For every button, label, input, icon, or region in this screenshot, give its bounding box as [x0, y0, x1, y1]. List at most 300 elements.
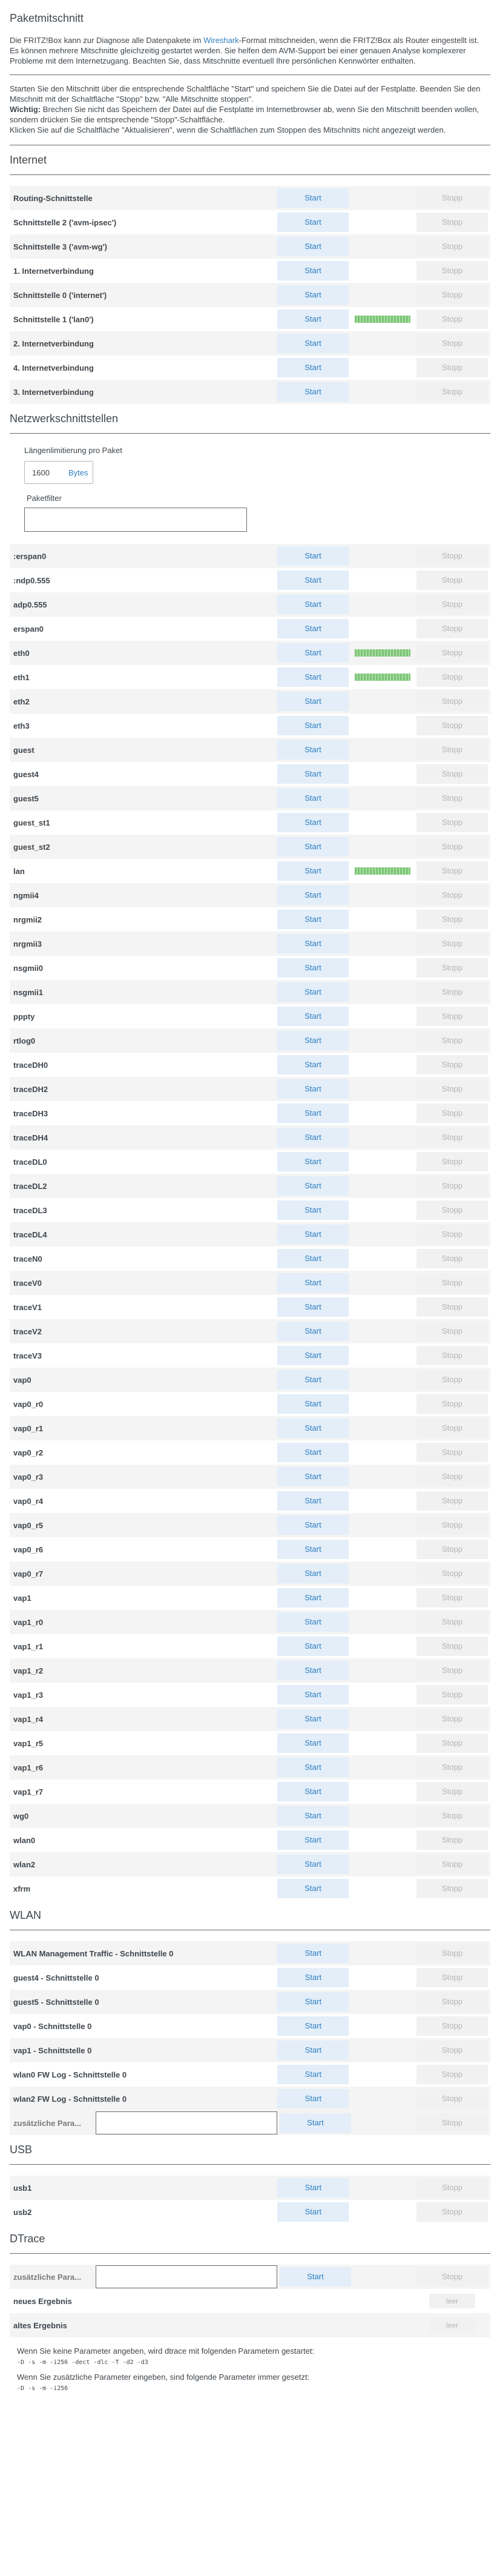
interface-name: 2. Internetverbindung: [10, 331, 275, 356]
start-button[interactable]: Start: [277, 1370, 349, 1389]
section-title-network: Netzwerkschnittstellen: [10, 412, 119, 425]
stop-button[interactable]: Stopp: [416, 2065, 488, 2084]
stop-button[interactable]: Stopp: [416, 1443, 488, 1462]
start-button[interactable]: Start: [277, 1758, 349, 1777]
start-button[interactable]: Start: [277, 1055, 349, 1074]
wlan-param-table: [10, 2111, 490, 2135]
start-button[interactable]: Start: [277, 382, 349, 402]
capture-row: [10, 859, 490, 883]
start-button[interactable]: Start: [277, 958, 349, 978]
stop-button[interactable]: Stopp: [416, 1176, 488, 1196]
capture-row: [10, 1416, 490, 1440]
intro-part2: -Format mitschneiden, wenn die FRITZ!Box als Router eingestellt ist. Es können mehrere Mitschnitte gleichzeitig gestartet werden. Sie helfen dem AVM-Support bei einer genauen Analyse komplexerer Probleme mit dem Internetzugang. Beachten Sie, dass Mitschnitte eventuell Ihre persönlichen Kennwörter enthalten.: [10, 36, 479, 65]
start-button[interactable]: Start: [277, 2178, 349, 2197]
start-button[interactable]: Start: [277, 1733, 349, 1753]
stop-button[interactable]: Stopp: [416, 1540, 488, 1559]
start-button[interactable]: Start: [277, 789, 349, 808]
stop-button[interactable]: Stopp: [416, 1515, 488, 1535]
stop-button[interactable]: Stopp: [416, 1273, 488, 1293]
interface-name: traceV0: [10, 1271, 275, 1295]
start-button[interactable]: Start: [277, 1782, 349, 1801]
interface-name: traceDL2: [10, 1174, 275, 1198]
interface-name: nrgmii3: [10, 932, 275, 956]
stop-button[interactable]: Stopp: [416, 886, 488, 905]
interface-name: traceDH3: [10, 1101, 275, 1125]
start-button[interactable]: Start: [277, 261, 349, 280]
section-title-internet: Internet: [10, 154, 47, 166]
interface-name: wg0: [10, 1804, 275, 1828]
stop-button[interactable]: Stopp: [416, 1588, 488, 1608]
interface-name: traceDL4: [10, 1222, 275, 1247]
interface-name: 4. Internetverbindung: [10, 356, 275, 380]
start-button[interactable]: Start: [277, 910, 349, 929]
start-button[interactable]: Start: [277, 2016, 349, 2036]
start-button[interactable]: Start: [277, 1806, 349, 1826]
stop-button[interactable]: Stopp: [416, 334, 488, 353]
stop-button[interactable]: Stopp: [416, 1297, 488, 1317]
start-button[interactable]: Start: [277, 2041, 349, 2060]
start-button[interactable]: Start: [277, 1394, 349, 1414]
stop-button[interactable]: Stopp: [416, 1612, 488, 1632]
capture-row: [10, 738, 490, 762]
stop-button[interactable]: Stopp: [416, 740, 488, 760]
interface-name: traceDH0: [10, 1053, 275, 1077]
capture-row: [10, 1465, 490, 1489]
stop-button[interactable]: Stopp: [416, 1031, 488, 1050]
instructions: [10, 75, 490, 145]
stop-button[interactable]: Stopp: [416, 1782, 488, 1801]
start-button[interactable]: Start: [277, 1540, 349, 1559]
start-button[interactable]: Start: [277, 643, 349, 663]
start-button[interactable]: Start: [277, 1419, 349, 1438]
stop-button[interactable]: Stopp: [416, 2089, 488, 2108]
stop-button[interactable]: Stopp: [416, 595, 488, 614]
start-button[interactable]: Start: [277, 1992, 349, 2011]
start-button[interactable]: Start: [277, 692, 349, 711]
start-button[interactable]: Start: [277, 1031, 349, 1050]
stop-button[interactable]: Stopp: [416, 861, 488, 881]
capture-row: [10, 2062, 490, 2087]
dtrace-stop-button[interactable]: Stopp: [416, 2267, 488, 2286]
stop-button[interactable]: Stopp: [416, 1079, 488, 1099]
capture-row: [10, 1125, 490, 1150]
start-button[interactable]: Start: [277, 334, 349, 353]
capture-row: [10, 1295, 490, 1319]
stop-button[interactable]: Stopp: [416, 2041, 488, 2060]
internet-capture-table: [10, 186, 490, 404]
stop-button[interactable]: Stopp: [416, 1992, 488, 2011]
dtrace-param-label: zusätzliche Para...: [13, 2272, 81, 2282]
stop-button[interactable]: Stopp: [416, 1968, 488, 1987]
stop-button[interactable]: Stopp: [416, 2178, 488, 2197]
capture-row: [10, 1634, 490, 1658]
stop-button[interactable]: Stopp: [416, 1104, 488, 1123]
stop-button[interactable]: Stopp: [416, 237, 488, 256]
stop-button[interactable]: Stopp: [416, 1007, 488, 1026]
capture-row: [10, 1319, 490, 1343]
stop-button[interactable]: Stopp: [416, 382, 488, 402]
capture-row: [10, 1941, 490, 1965]
dtrace-start-button[interactable]: Start: [280, 2267, 351, 2286]
start-button[interactable]: Start: [277, 982, 349, 1002]
capture-row: [10, 689, 490, 714]
interface-name: guest_st2: [10, 835, 275, 859]
capture-progress-indicator: [355, 649, 410, 657]
capture-row: [10, 1028, 490, 1053]
capture-row: [10, 283, 490, 307]
start-button[interactable]: Start: [277, 813, 349, 832]
intro-part1: Die FRITZ!Box kann zur Diagnose alle Datenpakete im: [10, 36, 204, 45]
interface-name: traceDL0: [10, 1150, 275, 1174]
capture-row: [10, 641, 490, 665]
capture-row: [10, 762, 490, 786]
interface-name: guest_st1: [10, 810, 275, 835]
interface-name: vap0_r6: [10, 1537, 275, 1561]
capture-row: [10, 714, 490, 738]
stop-button[interactable]: Stopp: [416, 1709, 488, 1729]
capture-row: [10, 380, 490, 404]
capture-row: [10, 1537, 490, 1561]
start-button[interactable]: Start: [277, 1176, 349, 1196]
capture-row: [10, 1368, 490, 1392]
stop-button[interactable]: Stopp: [416, 310, 488, 329]
stop-button[interactable]: Stopp: [416, 213, 488, 232]
stop-button[interactable]: Stopp: [416, 934, 488, 953]
start-button[interactable]: Start: [277, 1249, 349, 1268]
interface-name: nsgmii1: [10, 980, 275, 1004]
stop-button[interactable]: Stopp: [416, 643, 488, 663]
start-button[interactable]: Start: [277, 716, 349, 735]
interface-name: vap1_r3: [10, 1683, 275, 1707]
start-button[interactable]: Start: [277, 1685, 349, 1704]
capture-row: [10, 331, 490, 356]
stop-button[interactable]: Stopp: [416, 1491, 488, 1511]
instruction-refresh: Klicken Sie auf die Schaltfläche "Aktualisieren", wenn die Schaltflächen zum Stoppen des Mitschnitts nicht angezeigt werden.: [10, 125, 446, 134]
start-button[interactable]: Start: [277, 1079, 349, 1099]
stop-button[interactable]: Stopp: [416, 1879, 488, 1898]
length-limit-group: [10, 445, 490, 532]
stop-button[interactable]: Stopp: [416, 1055, 488, 1074]
usb-capture-table: [10, 2176, 490, 2224]
interface-name: Routing-Schnittstelle: [10, 186, 275, 210]
stop-button[interactable]: Stopp: [416, 764, 488, 784]
stop-button[interactable]: Stopp: [416, 667, 488, 687]
start-button[interactable]: Start: [277, 595, 349, 614]
start-button[interactable]: Start: [277, 1467, 349, 1486]
interface-name: Schnittstelle 2 ('avm-ipsec'): [10, 210, 275, 234]
divider: [10, 433, 490, 434]
instruction-important: Wichtig: Brechen Sie nicht das Speichern der Datei auf die Festplatte im Internetbrowser ab, wenn Sie den Mitschnitt beenden wollen, sondern drücken Sie die entsprechende "Stopp"-Schaltfläche.: [10, 105, 479, 124]
stop-button[interactable]: Stopp: [416, 285, 488, 305]
start-button[interactable]: Start: [277, 1612, 349, 1632]
start-button[interactable]: Start: [277, 1588, 349, 1608]
start-button[interactable]: Start: [277, 213, 349, 232]
capture-row: [10, 2014, 490, 2038]
interface-name: traceV2: [10, 1319, 275, 1343]
stop-button[interactable]: Stopp: [416, 1419, 488, 1438]
length-limit-value[interactable]: 1600: [32, 468, 50, 477]
stop-button[interactable]: Stopp: [416, 1394, 488, 1414]
interface-name: vap0 - Schnittstelle 0: [10, 2014, 275, 2038]
stop-button[interactable]: Stopp: [416, 958, 488, 978]
dtrace-old-result-label: altes Ergebnis: [10, 2313, 277, 2337]
start-button[interactable]: Start: [277, 1661, 349, 1680]
interface-name: wlan2 FW Log - Schnittstelle 0: [10, 2087, 275, 2111]
start-button[interactable]: Start: [277, 1346, 349, 1365]
stop-button[interactable]: Stopp: [416, 619, 488, 638]
capture-row: [10, 1271, 490, 1295]
instruction-start: Starten Sie den Mitschnitt über die entsprechende Schaltfläche "Start" und speichern Sie die Datei auf der Festplatte. Beenden Sie den Mitschnitt mit der Schaltfläche "Stopp" bzw. "Alle Mitschnitte stoppen".: [10, 84, 481, 104]
stop-button[interactable]: Stopp: [416, 1322, 488, 1341]
interface-name: vap1_r6: [10, 1755, 275, 1780]
wireshark-link[interactable]: Wireshark: [203, 36, 239, 45]
length-limit-label: Längenlimitierung pro Paket: [24, 446, 122, 455]
capture-row: [10, 307, 490, 331]
start-button[interactable]: Start: [277, 667, 349, 687]
stop-button[interactable]: Stopp: [416, 1370, 488, 1389]
interface-name: Schnittstelle 0 ('internet'): [10, 283, 275, 307]
capture-row: [10, 1392, 490, 1416]
start-button[interactable]: Start: [277, 1968, 349, 1987]
start-button[interactable]: Start: [277, 1879, 349, 1898]
stop-button[interactable]: Stopp: [416, 1152, 488, 1171]
interface-name: vap1: [10, 1586, 275, 1610]
stop-button[interactable]: Stopp: [416, 692, 488, 711]
interface-name: vap0: [10, 1368, 275, 1392]
start-button[interactable]: Start: [277, 1855, 349, 1874]
start-button[interactable]: Start: [277, 764, 349, 784]
divider: [10, 174, 490, 175]
start-button[interactable]: Start: [277, 934, 349, 953]
stop-button[interactable]: Stopp: [416, 1249, 488, 1268]
dtrace-new-result-label: neues Ergebnis: [10, 2289, 277, 2313]
stop-button[interactable]: Stopp: [416, 261, 488, 280]
interface-name: vap1_r4: [10, 1707, 275, 1731]
capture-row: [10, 2200, 490, 2224]
start-button[interactable]: Start: [277, 1322, 349, 1341]
start-button[interactable]: Start: [277, 1443, 349, 1462]
interface-name: Schnittstelle 1 ('lan0'): [10, 307, 275, 331]
stop-button[interactable]: Stopp: [416, 1830, 488, 1850]
start-button[interactable]: Start: [277, 1637, 349, 1656]
interface-name: traceDH4: [10, 1125, 275, 1150]
stop-button[interactable]: Stopp: [416, 716, 488, 735]
start-button[interactable]: Start: [277, 886, 349, 905]
stop-button[interactable]: Stopp: [416, 982, 488, 1002]
start-button[interactable]: Start: [277, 2065, 349, 2084]
capture-row: [10, 980, 490, 1004]
capture-row: [10, 1198, 490, 1222]
capture-row: [10, 1990, 490, 2014]
start-button[interactable]: Start: [277, 2202, 349, 2222]
start-button[interactable]: Start: [277, 546, 349, 566]
start-button[interactable]: Start: [277, 358, 349, 377]
start-button[interactable]: Start: [277, 1007, 349, 1026]
start-button[interactable]: Start: [277, 1830, 349, 1850]
capture-row: [10, 1828, 490, 1852]
start-button[interactable]: Start: [277, 1225, 349, 1244]
dtrace-note-default: Wenn Sie keine Parameter angeben, wird dtrace mit folgenden Parametern gestartet:: [17, 2346, 315, 2356]
start-button[interactable]: Start: [277, 237, 349, 256]
interface-name: ngmii4: [10, 883, 275, 907]
capture-row: [10, 186, 490, 210]
interface-name: vap0_r2: [10, 1440, 275, 1465]
capture-row: [10, 810, 490, 835]
stop-button[interactable]: Stopp: [416, 837, 488, 856]
stop-button[interactable]: Stopp: [416, 571, 488, 590]
capture-row: [10, 835, 490, 859]
start-button[interactable]: Start: [277, 861, 349, 881]
start-button[interactable]: Start: [277, 740, 349, 760]
wlan-param-input[interactable]: [96, 2111, 277, 2134]
capture-row: [10, 1053, 490, 1077]
interface-name: usb1: [10, 2176, 275, 2200]
capture-row: [10, 1247, 490, 1271]
interface-name: adp0.555: [10, 592, 275, 617]
capture-row: [10, 1804, 490, 1828]
start-button[interactable]: Start: [277, 837, 349, 856]
stop-button[interactable]: Stopp: [416, 546, 488, 566]
capture-row: [10, 1876, 490, 1901]
stop-button[interactable]: Stopp: [416, 2202, 488, 2222]
start-button[interactable]: Start: [277, 1152, 349, 1171]
start-button[interactable]: Start: [277, 2089, 349, 2108]
stop-button[interactable]: Stopp: [416, 1200, 488, 1220]
stop-button[interactable]: Stopp: [416, 910, 488, 929]
interface-name: traceN0: [10, 1247, 275, 1271]
dtrace-always-params: -D -s -m -i256: [17, 2385, 68, 2392]
divider: [10, 2253, 490, 2254]
stop-button[interactable]: Stopp: [416, 1661, 488, 1680]
capture-progress-indicator: [355, 674, 410, 681]
interface-name: traceDH2: [10, 1077, 275, 1101]
interface-name: vap0_r7: [10, 1561, 275, 1586]
interface-name: usb2: [10, 2200, 275, 2224]
start-button[interactable]: Start: [277, 1128, 349, 1147]
stop-button[interactable]: Stopp: [416, 1225, 488, 1244]
wlan-param-start-button[interactable]: Start: [280, 2113, 351, 2133]
start-button[interactable]: Start: [277, 619, 349, 638]
dtrace-new-result-button[interactable]: leer: [429, 2294, 475, 2308]
capture-row: [10, 1077, 490, 1101]
stop-button[interactable]: Stopp: [416, 1855, 488, 1874]
important-label: Wichtig:: [10, 105, 41, 114]
dtrace-old-result-button[interactable]: leer: [429, 2318, 475, 2333]
capture-row: [10, 1101, 490, 1125]
capture-row: [10, 1731, 490, 1755]
capture-row: [10, 1174, 490, 1198]
stop-button[interactable]: Stopp: [416, 1685, 488, 1704]
page-title: Paketmitschnitt: [10, 12, 84, 24]
start-button[interactable]: Start: [277, 1297, 349, 1317]
dtrace-default-params: -D -s -m -i256 -dect -dlc -T -d2 -d3: [17, 2359, 148, 2366]
interface-name: wlan0: [10, 1828, 275, 1852]
wlan-param-label: zusätzliche Para...: [13, 2118, 81, 2128]
interface-name: eth3: [10, 714, 275, 738]
interface-name: vap1_r1: [10, 1634, 275, 1658]
start-button[interactable]: Start: [277, 1104, 349, 1123]
stop-button[interactable]: Stopp: [416, 789, 488, 808]
capture-row: [10, 1610, 490, 1634]
packet-filter-label: Paketfilter: [27, 494, 62, 503]
interface-name: eth1: [10, 665, 275, 689]
length-limit-input[interactable]: [24, 461, 93, 484]
interface-name: guest4: [10, 762, 275, 786]
interface-name: guest5: [10, 786, 275, 810]
packet-filter-input[interactable]: [24, 508, 247, 532]
interface-name: :erspan0: [10, 544, 275, 568]
capture-row: [10, 907, 490, 932]
capture-row: [10, 1513, 490, 1537]
stop-button[interactable]: Stopp: [416, 358, 488, 377]
capture-row: [10, 544, 490, 568]
stop-button[interactable]: Stopp: [416, 2016, 488, 2036]
interface-name: lan: [10, 859, 275, 883]
start-button[interactable]: Start: [277, 1564, 349, 1583]
stop-button[interactable]: Stopp: [416, 188, 488, 208]
interface-name: :ndp0.555: [10, 568, 275, 592]
interface-name: vap0_r3: [10, 1465, 275, 1489]
stop-button[interactable]: Stopp: [416, 1564, 488, 1583]
interface-name: wlan2: [10, 1852, 275, 1876]
interface-name: traceDL3: [10, 1198, 275, 1222]
interface-name: vap1 - Schnittstelle 0: [10, 2038, 275, 2062]
start-button[interactable]: Start: [277, 1200, 349, 1220]
capture-row: [10, 210, 490, 234]
start-button[interactable]: Start: [277, 1944, 349, 1963]
stop-button[interactable]: Stopp: [416, 1806, 488, 1826]
stop-button[interactable]: Stopp: [416, 1637, 488, 1656]
capture-row: [10, 956, 490, 980]
start-button[interactable]: Start: [277, 1491, 349, 1511]
dtrace-param-input[interactable]: [96, 2265, 277, 2288]
interface-name: wlan0 FW Log - Schnittstelle 0: [10, 2062, 275, 2087]
interface-name: guest4 - Schnittstelle 0: [10, 1965, 275, 1990]
stop-button[interactable]: Stopp: [416, 1128, 488, 1147]
capture-row: [10, 1222, 490, 1247]
start-button[interactable]: Start: [277, 1273, 349, 1293]
stop-button[interactable]: Stopp: [416, 1758, 488, 1777]
interface-name: traceV3: [10, 1343, 275, 1368]
stop-button[interactable]: Stopp: [416, 1944, 488, 1963]
wlan-param-stop-button[interactable]: Stopp: [416, 2113, 488, 2133]
stop-button[interactable]: Stopp: [416, 1467, 488, 1486]
interface-name: eth2: [10, 689, 275, 714]
start-button[interactable]: Start: [277, 285, 349, 305]
stop-button[interactable]: Stopp: [416, 813, 488, 832]
interface-name: nrgmii2: [10, 907, 275, 932]
section-title-dtrace: DTrace: [10, 2233, 45, 2245]
capture-row: [10, 1965, 490, 1990]
start-button[interactable]: Start: [277, 1515, 349, 1535]
start-button[interactable]: Start: [277, 571, 349, 590]
stop-button[interactable]: Stopp: [416, 1346, 488, 1365]
interface-name: vap1_r5: [10, 1731, 275, 1755]
capture-row: [10, 1440, 490, 1465]
capture-row: [10, 617, 490, 641]
start-button[interactable]: Start: [277, 310, 349, 329]
capture-row: [10, 1707, 490, 1731]
interface-name: vap1_r7: [10, 1780, 275, 1804]
interface-name: 1. Internetverbindung: [10, 259, 275, 283]
interface-name: 3. Internetverbindung: [10, 380, 275, 404]
capture-row: [10, 1150, 490, 1174]
start-button[interactable]: Start: [277, 188, 349, 208]
start-button[interactable]: Start: [277, 1709, 349, 1729]
stop-button[interactable]: Stopp: [416, 1733, 488, 1753]
capture-progress-indicator: [355, 867, 410, 875]
capture-row: [10, 568, 490, 592]
